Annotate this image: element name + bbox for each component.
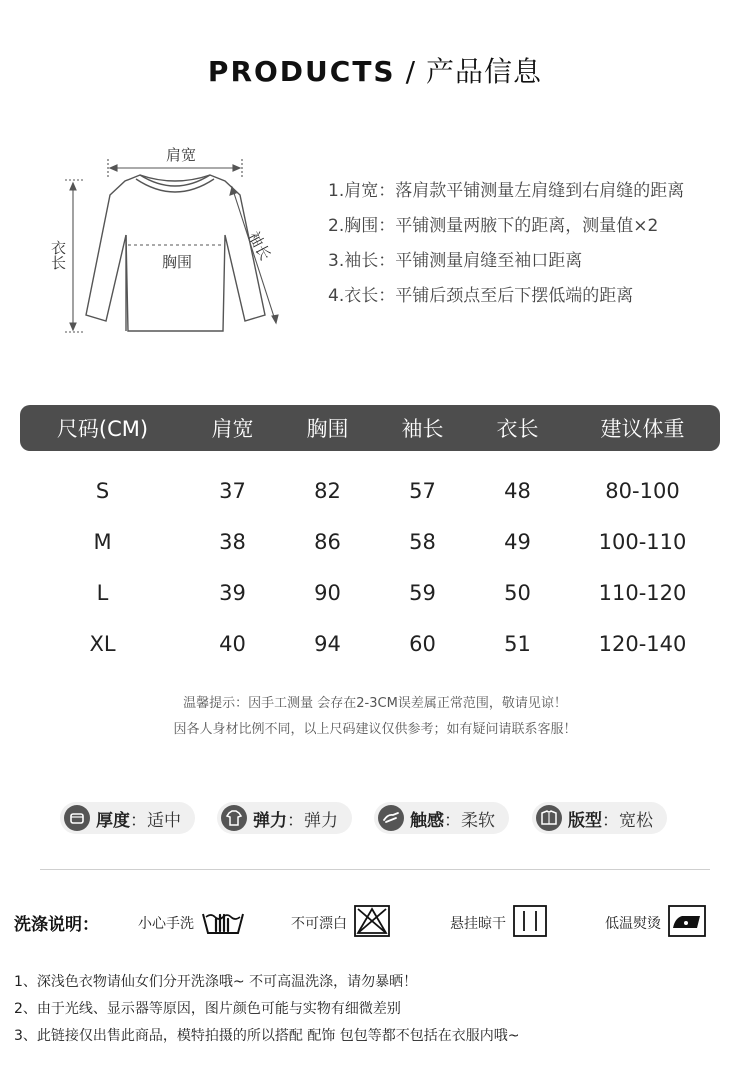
- note-item: 1.肩宽：落肩款平铺测量左肩缝到右肩缝的距离: [328, 181, 685, 201]
- hand-wash-icon: [200, 904, 246, 942]
- wash-item-label: 小心手洗: [138, 916, 194, 932]
- weight-cell: 80-100: [605, 478, 680, 503]
- attribute-colon: ：: [130, 810, 147, 831]
- sleeve-cell: 60: [409, 631, 436, 656]
- attribute-touch: [374, 802, 509, 834]
- diagram-chest-label: 胸围: [162, 253, 193, 271]
- wash-item-no-bleach: [291, 904, 393, 942]
- wash-title: 洗涤说明：: [14, 915, 99, 935]
- touch-icon: [378, 805, 404, 831]
- table-row: [20, 618, 720, 669]
- attribute-value: 宽松: [619, 810, 653, 831]
- attribute-thickness: [60, 802, 195, 834]
- fit-icon: [536, 805, 562, 831]
- size-table-body: [20, 465, 720, 669]
- attribute-fit: [532, 802, 667, 834]
- attribute-label: 触感: [410, 810, 444, 831]
- title-chinese: 产品信息: [426, 55, 543, 88]
- chest-cell: 90: [314, 580, 341, 605]
- attribute-colon: ：: [444, 810, 461, 831]
- size-cell: S: [95, 478, 110, 503]
- diagram-shoulder-label: 肩宽: [166, 146, 197, 164]
- size-cell: L: [96, 580, 109, 605]
- tip-line: 因各人身材比例不同，以上尺码建议仅供参考；如有疑问请联系客服！: [173, 722, 577, 737]
- note-item: 2.胸围：平铺测量两腋下的距离，测量值×2: [328, 216, 659, 236]
- sweater-outline-icon: [40, 135, 300, 350]
- note-item: 4.衣长：平铺后颈点至后下摆低端的距离: [328, 286, 634, 306]
- attribute-value: 柔软: [461, 810, 495, 831]
- thickness-icon: [64, 805, 90, 831]
- no-bleach-icon: [353, 904, 393, 942]
- header-size: 尺码(CM): [56, 417, 149, 441]
- sleeve-cell: 59: [409, 580, 436, 605]
- title-english: PRODUCTS: [207, 55, 396, 88]
- care-note: 3、此链接仅出售此商品，模特拍摄的所以搭配 配饰 包包等都不包括在衣服内哦~: [14, 1028, 520, 1044]
- header-shoulder: 肩宽: [211, 417, 254, 441]
- weight-cell: 110-120: [598, 580, 687, 605]
- size-cell: M: [93, 529, 112, 554]
- chest-cell: 86: [314, 529, 341, 554]
- size-table-header: [20, 405, 720, 451]
- attribute-label: 版型: [568, 810, 602, 831]
- header-weight: 建议体重: [600, 417, 685, 441]
- length-cell: 51: [504, 631, 531, 656]
- attribute-label: 弹力: [253, 810, 287, 831]
- header-chest: 胸围: [306, 417, 349, 441]
- weight-cell: 100-110: [598, 529, 687, 554]
- attribute-colon: ：: [602, 810, 619, 831]
- care-note: 2、由于光线、显示器等原因，图片颜色可能与实物有细微差别: [14, 1001, 401, 1017]
- title-separator: /: [405, 55, 417, 88]
- length-cell: 48: [504, 478, 531, 503]
- care-note: 1、深浅色衣物请仙女们分开洗涤哦~ 不可高温洗涤，请勿暴晒！: [14, 974, 418, 990]
- elasticity-icon: [221, 805, 247, 831]
- page-title: [0, 50, 750, 90]
- shoulder-cell: 38: [219, 529, 246, 554]
- table-row: [20, 465, 720, 516]
- diagram-length-label: 衣长: [49, 240, 67, 270]
- wash-item-hang-dry: [450, 904, 548, 942]
- wash-item-label: 低温熨烫: [605, 916, 661, 932]
- low-iron-icon: [667, 904, 707, 942]
- table-row: [20, 516, 720, 567]
- shoulder-cell: 40: [219, 631, 246, 656]
- sleeve-cell: 57: [409, 478, 436, 503]
- note-item: 3.袖长：平铺测量肩缝至袖口距离: [328, 251, 583, 271]
- shoulder-cell: 37: [219, 478, 246, 503]
- wash-item-low-iron: [605, 904, 707, 942]
- wash-item-hand-wash: [138, 904, 246, 942]
- wash-item-label: 不可漂白: [291, 916, 347, 932]
- measurement-diagram: [40, 135, 300, 350]
- weight-cell: 120-140: [598, 631, 687, 656]
- measurement-notes: [328, 178, 684, 318]
- hang-dry-icon: [512, 904, 548, 942]
- fabric-attributes: [60, 802, 700, 834]
- header-length: 衣长: [496, 417, 539, 441]
- tip-line: 温馨提示：因手工测量 会存在2-3CM误差属正常范围，敬请见谅！: [183, 696, 567, 711]
- chest-cell: 94: [314, 631, 341, 656]
- sleeve-cell: 58: [409, 529, 436, 554]
- attribute-value: 弹力: [304, 810, 338, 831]
- wash-instructions: [14, 900, 736, 944]
- section-divider: [40, 869, 710, 870]
- attribute-label: 厚度: [96, 810, 130, 831]
- wash-item-label: 悬挂晾干: [450, 916, 506, 932]
- table-row: [20, 567, 720, 618]
- size-cell: XL: [89, 631, 116, 656]
- header-sleeve: 袖长: [401, 417, 444, 441]
- shoulder-cell: 39: [219, 580, 246, 605]
- chest-cell: 82: [314, 478, 341, 503]
- length-cell: 50: [504, 580, 531, 605]
- attribute-value: 适中: [147, 810, 181, 831]
- diagram-sleeve-label: 袖长: [244, 228, 275, 264]
- attribute-colon: ：: [287, 810, 304, 831]
- attribute-elasticity: [217, 802, 352, 834]
- length-cell: 49: [504, 529, 531, 554]
